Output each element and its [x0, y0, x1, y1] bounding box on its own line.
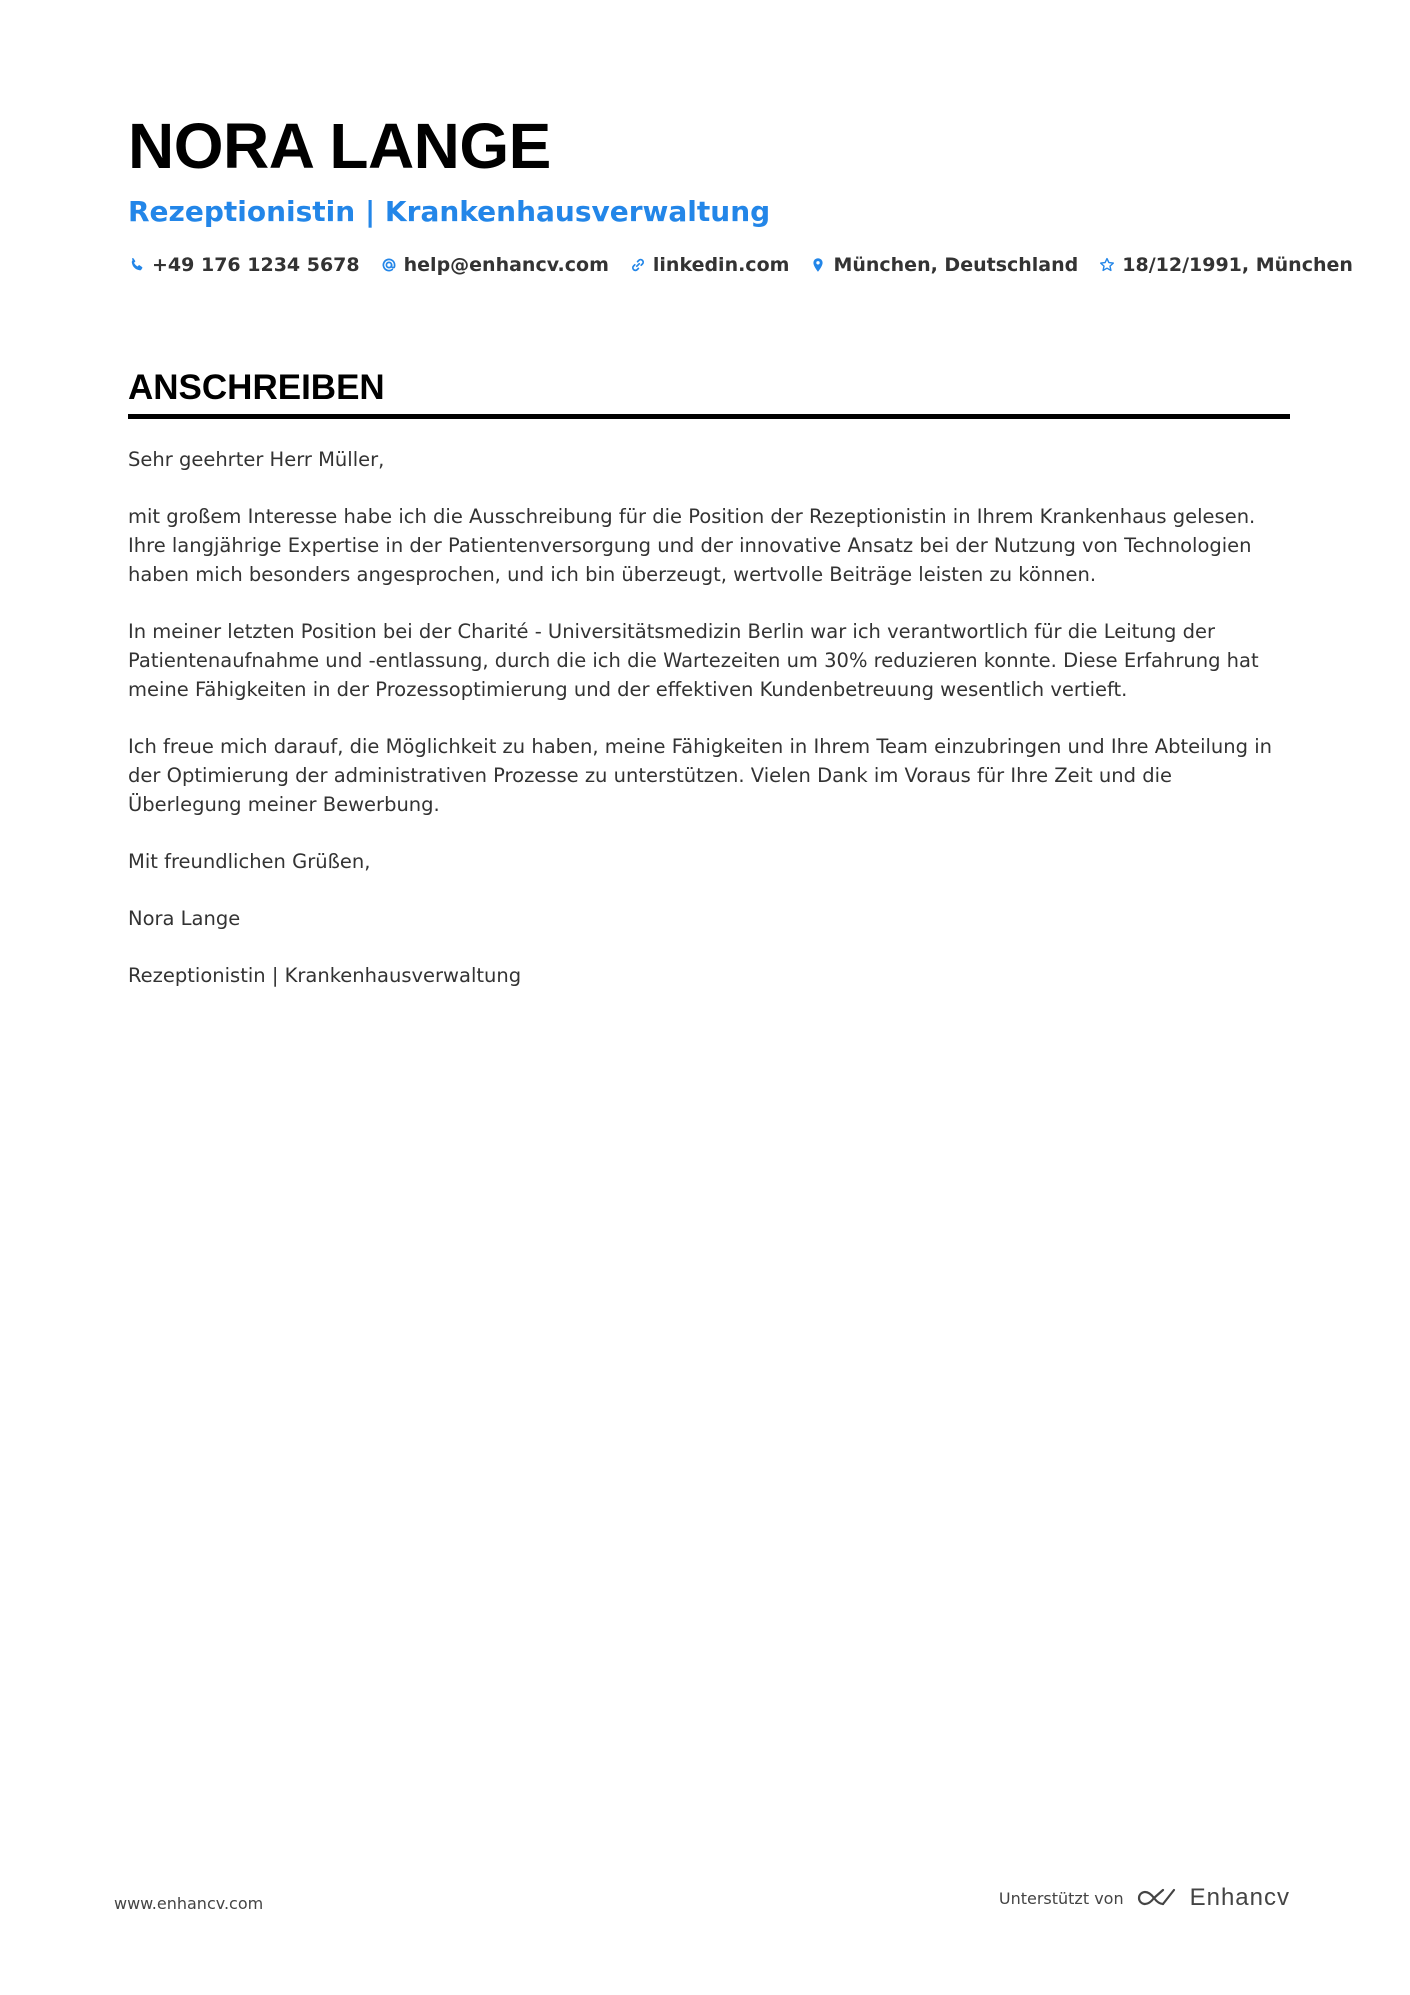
letter-paragraph-2: In meiner letzten Position bei der Charité - Universitätsmedizin Berlin war ich verantwortlich für die Leitung der Patientenaufnahme und -entlassung, durch die ich die Wartezeiten um 30% reduzieren konnte. Diese Erfahrung hat meine Fähigkeiten in der Prozessoptimierung und der effektiven Kundenbetreuung wesentlich vertieft.	[128, 620, 1259, 701]
star-icon	[1098, 256, 1116, 274]
location-pin-icon	[809, 256, 827, 274]
contact-email	[380, 254, 609, 276]
letter-paragraph-1: mit großem Interesse habe ich die Ausschreibung für die Position der Rezeptionistin in Ihrem Krankenhaus gelesen. Ihre langjährige Expertise in der Patientenversorgung und der innovative Ansatz bei der Nutzung von Technologien haben mich besonders angesprochen, und ich bin überzeugt, wertvolle Beiträge leisten zu können.	[128, 505, 1256, 586]
at-icon	[380, 256, 398, 274]
candidate-title: Rezeptionistin | Krankenhausverwaltung	[128, 195, 771, 228]
footer-branding	[999, 1884, 1290, 1912]
link-icon	[629, 256, 647, 274]
cover-letter-section	[128, 366, 1290, 1018]
contact-bar	[128, 254, 1353, 276]
brand-name: Enhancv	[1189, 1884, 1290, 1911]
letter-signature-name: Nora Lange	[128, 907, 241, 930]
footer-website[interactable]: www.enhancv.com	[114, 1894, 264, 1913]
candidate-name: NORA LANGE	[128, 110, 551, 182]
letter-closing: Mit freundlichen Grüßen,	[128, 850, 371, 873]
phone-icon	[128, 256, 146, 274]
contact-location-text: München, Deutschland	[833, 254, 1079, 276]
powered-by-label: Unterstützt von	[998, 1888, 1124, 1908]
letter-body	[128, 445, 1290, 990]
header	[128, 110, 1353, 276]
letter-salutation: Sehr geehrter Herr Müller,	[128, 448, 385, 471]
contact-phone-text: +49 176 1234 5678	[152, 254, 360, 276]
contact-linkedin	[629, 254, 790, 276]
contact-phone	[128, 254, 360, 276]
letter-signature-title: Rezeptionistin | Krankenhausverwaltung	[128, 964, 522, 987]
contact-birth	[1098, 254, 1353, 276]
contact-birth-text: 18/12/1991, München	[1122, 254, 1353, 276]
section-title: ANSCHREIBEN	[128, 366, 1290, 419]
contact-location	[809, 254, 1078, 276]
enhancv-logo-icon	[1136, 1886, 1182, 1910]
letter-paragraph-3: Ich freue mich darauf, die Möglichkeit zu haben, meine Fähigkeiten in Ihrem Team einzubringen und Ihre Abteilung in der Optimierung der administrativen Prozesse zu unterstützen. Vielen Dank im Voraus für Ihre Zeit und die Überlegung meiner Bewerbung.	[128, 735, 1273, 816]
contact-linkedin-text: linkedin.com	[652, 254, 790, 276]
contact-email-text: help@enhancv.com	[403, 254, 609, 276]
